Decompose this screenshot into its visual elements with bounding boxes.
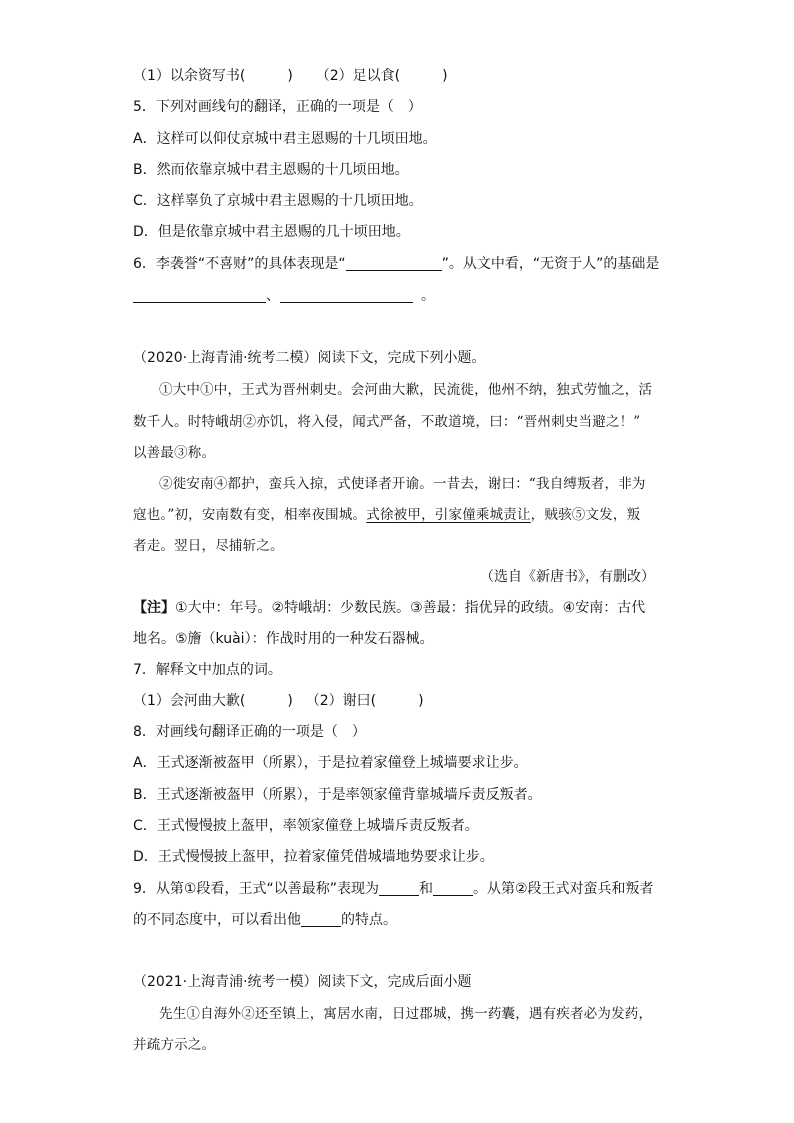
q9-seg1: 9．从第①段看，王式“以善最称”表现为: [133, 881, 379, 897]
passage2-p1-line3: 以善最③称。: [133, 445, 216, 461]
q5-option-a: A．这样可以仰仗京城中君主恩赐的十几顷田地。: [133, 131, 437, 147]
q8-stem: 8．对画线句翻译正确的一项是（ ）: [133, 724, 366, 740]
section2-header: （2020·上海青浦·统考二模）阅读下文，完成下列小题。: [133, 350, 486, 366]
q8-option-a: A．王式逐渐被盔甲（所累），于是拉着家僮登上城墙要求让步。: [133, 755, 528, 771]
q9-seg3: 。从第②段王式对蛮兵和叛者: [472, 881, 654, 897]
passage2-underlined-sentence: 式徐被甲，引家僮乘城责让: [366, 507, 531, 523]
q7-items: [133, 691, 424, 711]
passage3-line2: 并疏方示之。: [133, 1037, 216, 1053]
q6-part2: ”。从文中看，“无资于人”的基础是: [441, 256, 660, 272]
q6-line1: [133, 254, 659, 274]
q9-seg4: 的不同态度中，可以看出他: [133, 912, 301, 928]
passage2-p2-line2-post: ，贼骇⑤文发，叛: [530, 507, 641, 523]
passage2-notes-line2: 地名。⑤旝（kuài）：作战时用的一种发石器械。: [133, 631, 434, 647]
q5-stem: 5．下列对画线句的翻译，正确的一项是（ ）: [133, 99, 422, 115]
q4-item-1: （1）以余资写书( ): [133, 68, 293, 84]
q7-item-1: （1）会河曲大歉( ): [133, 693, 293, 709]
q6-blank-3[interactable]: [280, 288, 413, 303]
q6-end: 。: [421, 288, 435, 304]
q6-blank-2[interactable]: [133, 288, 266, 303]
q4-items: [133, 66, 448, 86]
q5-option-d: D．但是依靠京城中君主恩赐的几十顷田地。: [133, 224, 410, 240]
section3-header: （2021·上海青浦·统考一模）阅读下文，完成后面小题: [133, 974, 472, 990]
q9-seg2: 和: [418, 881, 433, 897]
passage3-line1: 先生①自海外②还至镇上，寓居水南，日过郡城，携一药囊，遇有疾者必为发药，: [159, 1006, 653, 1022]
q8-option-b: B．王式逐渐被盔甲（所累），于是率领家僮背靠城墙斥责反叛者。: [133, 787, 542, 803]
q6-separator: 、: [266, 288, 280, 304]
passage2-p1-line2: 数千人。时特峨胡②亦饥，将入侵，闻式严备，不敢道境，曰：“晋州刺史当避之！”: [133, 414, 641, 430]
notes-label: 【注】: [133, 600, 175, 616]
q8-option-d: D．王式慢慢披上盔甲，拉着家僮凭借城墙地势要求让步。: [133, 849, 494, 865]
q7-item-2: （2）谢曰( ): [305, 693, 424, 709]
q4-item-2: （2）足以食( ): [315, 68, 448, 84]
q7-stem: 7．解释文中加点的词。: [133, 662, 282, 678]
q5-option-c: C．这样辜负了京城中君主恩赐的十几顷田地。: [133, 193, 423, 209]
passage2-notes-line1: [133, 598, 645, 618]
q6-part1: 6．李袭誉“不喜财”的具体表现是“: [133, 256, 346, 272]
q9-blank-1[interactable]: [379, 881, 419, 896]
q8-option-c: C．王式慢慢披上盔甲，率领家僮登上城墙斥责反叛者。: [133, 818, 479, 834]
q9-blank-3[interactable]: [301, 912, 341, 927]
passage2-p1-line1: ①大中①中，王式为晋州刺史。会河曲大歉，民流徙，他州不纳，独式劳恤之，活: [159, 382, 653, 398]
passage2-p2-line2-pre: 寇也。”初，安南数有变，相率夜围城。: [133, 507, 367, 523]
passage2-source: （选自《新唐书》，有删改）: [480, 569, 655, 585]
notes-text-1: ①大中：年号。②特峨胡：少数民族。③善最：指优异的政绩。④安南：古代: [175, 600, 646, 616]
q9-line1: [133, 879, 654, 899]
q6-blank-1[interactable]: [346, 256, 442, 271]
passage2-p2-line3: 者走。翌日，尽捕斩之。: [133, 538, 284, 554]
q9-line2: [133, 910, 397, 930]
q5-option-b: B．然而依靠京城中君主恩赐的十几顷田地。: [133, 162, 409, 178]
q9-blank-2[interactable]: [433, 881, 473, 896]
q6-line2: [133, 286, 435, 306]
q9-seg5: 的特点。: [341, 912, 397, 928]
passage2-p2-line1: ②徙安南④都护，蛮兵入掠，式使译者开谕。一昔去，谢曰：“我自缚叛者，非为: [159, 476, 646, 492]
passage2-p2-line2: [133, 505, 640, 525]
